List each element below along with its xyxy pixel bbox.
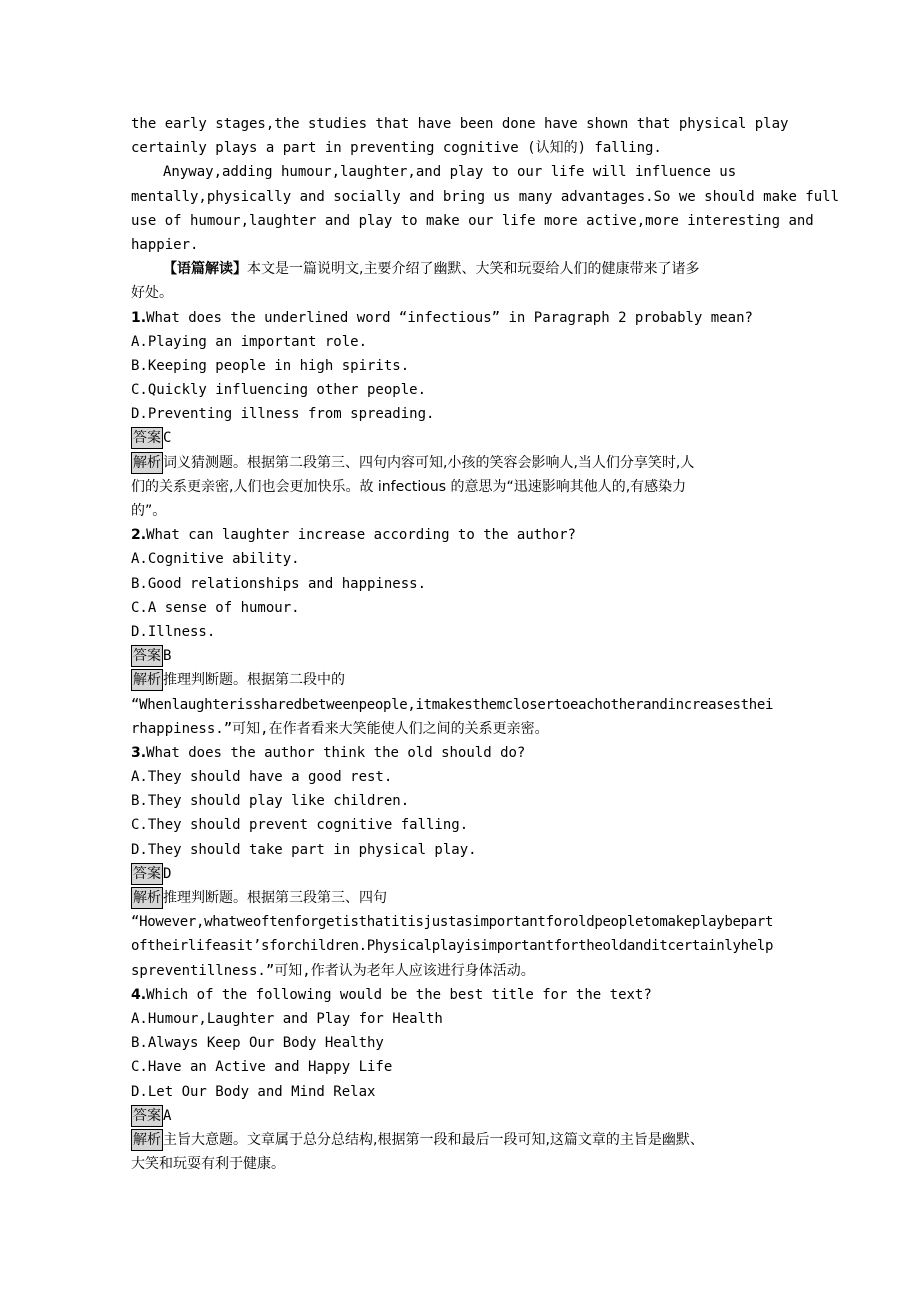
passage-line: mentally,physically and socially and bring us many advantages.So we should make full <box>131 188 840 205</box>
question-number: 4. <box>131 986 147 1003</box>
analysis-label: 解析 <box>131 887 163 909</box>
answer-label: 答案 <box>131 427 163 449</box>
analysis-label: 解析 <box>131 1129 163 1151</box>
option: A.Playing an important role. <box>131 333 368 350</box>
option: A.Humour,Laughter and Play for Health <box>131 1010 443 1027</box>
answer-value: C <box>163 430 172 447</box>
interpretation-text: 本文是一篇说明文,主要介绍了幽默、大笑和玩耍给人们的健康带来了诸多 <box>247 261 700 278</box>
answer-label: 答案 <box>131 645 163 667</box>
answer-label: 答案 <box>131 1105 163 1127</box>
analysis-text: “However,whatweoftenforgetisthatitisjustasimportantforoldpeopletomakeplaybepart <box>131 914 774 931</box>
option: C.A sense of humour. <box>131 599 300 616</box>
analysis-text: 推理判断题。根据第二段中的 <box>163 672 345 689</box>
analysis-row <box>131 451 791 475</box>
analysis-text: 的”。 <box>131 503 167 519</box>
passage-line: use of humour,laughter and play to make our life more active,more interesting and <box>131 212 814 229</box>
passage-interpretation <box>131 257 791 281</box>
option: D.Illness. <box>131 623 216 640</box>
analysis-text: oftheirlifeasit’sforchildren.Physicalplayisimportantfortheoldanditcertainlyhelp <box>131 938 774 955</box>
question-number: 3. <box>131 744 147 761</box>
analysis-text: “Whenlaughterissharedbetweenpeople,itmakesthemclosertoeachotherandincreasesthei <box>131 696 774 713</box>
interpretation-label: 【语篇解读】 <box>163 261 247 278</box>
analysis-row <box>131 886 791 910</box>
analysis-text: 推理判断题。根据第三段第三、四句 <box>163 890 387 906</box>
passage-line: Anyway,adding humour,laughter,and play to our life will influence us <box>163 164 737 181</box>
passage-line: happier. <box>131 236 199 253</box>
option: B.They should play like children. <box>131 793 410 810</box>
analysis-row <box>131 1128 791 1152</box>
analysis-text: 们的关系更亲密,人们也会更加快乐。故 infectious 的意思为“迅速影响其他人的,有感染力 <box>131 478 687 495</box>
passage-line: certainly plays a part in preventing cognitive (认知的) falling. <box>131 140 662 157</box>
analysis-label: 解析 <box>131 452 163 474</box>
answer-value: D <box>163 865 172 882</box>
option: D.They should take part in physical play. <box>131 841 477 858</box>
option: C.They should prevent cognitive falling. <box>131 817 469 834</box>
question-stem: 2.What can laughter increase according to the author? <box>131 527 576 544</box>
option: B.Always Keep Our Body Healthy <box>131 1035 384 1052</box>
analysis-text: 大笑和玩耍有利于健康。 <box>131 1156 285 1173</box>
option: B.Keeping people in high spirits. <box>131 357 410 374</box>
answer-value: A <box>163 1107 172 1124</box>
answer-row <box>131 1104 791 1128</box>
question-stem: 4.Which of the following would be the best title for the text? <box>131 986 652 1003</box>
analysis-text: 主旨大意题。文章属于总分总结构,根据第一段和最后一段可知,这篇文章的主旨是幽默、 <box>163 1131 704 1148</box>
document-page <box>131 112 840 1176</box>
answer-row <box>131 644 791 668</box>
option: D.Preventing illness from spreading. <box>131 406 435 423</box>
analysis-label: 解析 <box>131 669 163 691</box>
analysis-text: rhappiness.”可知,在作者看来大笑能使人们之间的关系更亲密。 <box>131 720 549 737</box>
analysis-text: 词义猜测题。根据第二段第三、四句内容可知,小孩的笑容会影响人,当人们分享笑时,人 <box>163 454 695 471</box>
answer-value: B <box>163 648 172 665</box>
option: A.They should have a good rest. <box>131 769 393 786</box>
analysis-row <box>131 668 791 692</box>
analysis-text: spreventillness.”可知,作者认为老年人应该进行身体活动。 <box>131 962 535 979</box>
question-stem: 3.What does the author think the old should do? <box>131 744 526 761</box>
option: D.Let Our Body and Mind Relax <box>131 1083 376 1100</box>
option: B.Good relationships and happiness. <box>131 575 427 592</box>
passage-interpretation-cont: 好处。 <box>131 285 173 302</box>
answer-row <box>131 426 791 450</box>
question-stem: 1.What does the underlined word “infectious” in Paragraph 2 probably mean? <box>131 309 753 326</box>
option: C.Quickly influencing other people. <box>131 382 427 399</box>
question-number: 1. <box>131 309 147 326</box>
option: C.Have an Active and Happy Life <box>131 1059 393 1076</box>
answer-label: 答案 <box>131 863 163 885</box>
option: A.Cognitive ability. <box>131 551 300 568</box>
passage-line: the early stages,the studies that have been done have shown that physical play <box>131 116 789 132</box>
question-number: 2. <box>131 527 147 544</box>
answer-row <box>131 862 791 886</box>
